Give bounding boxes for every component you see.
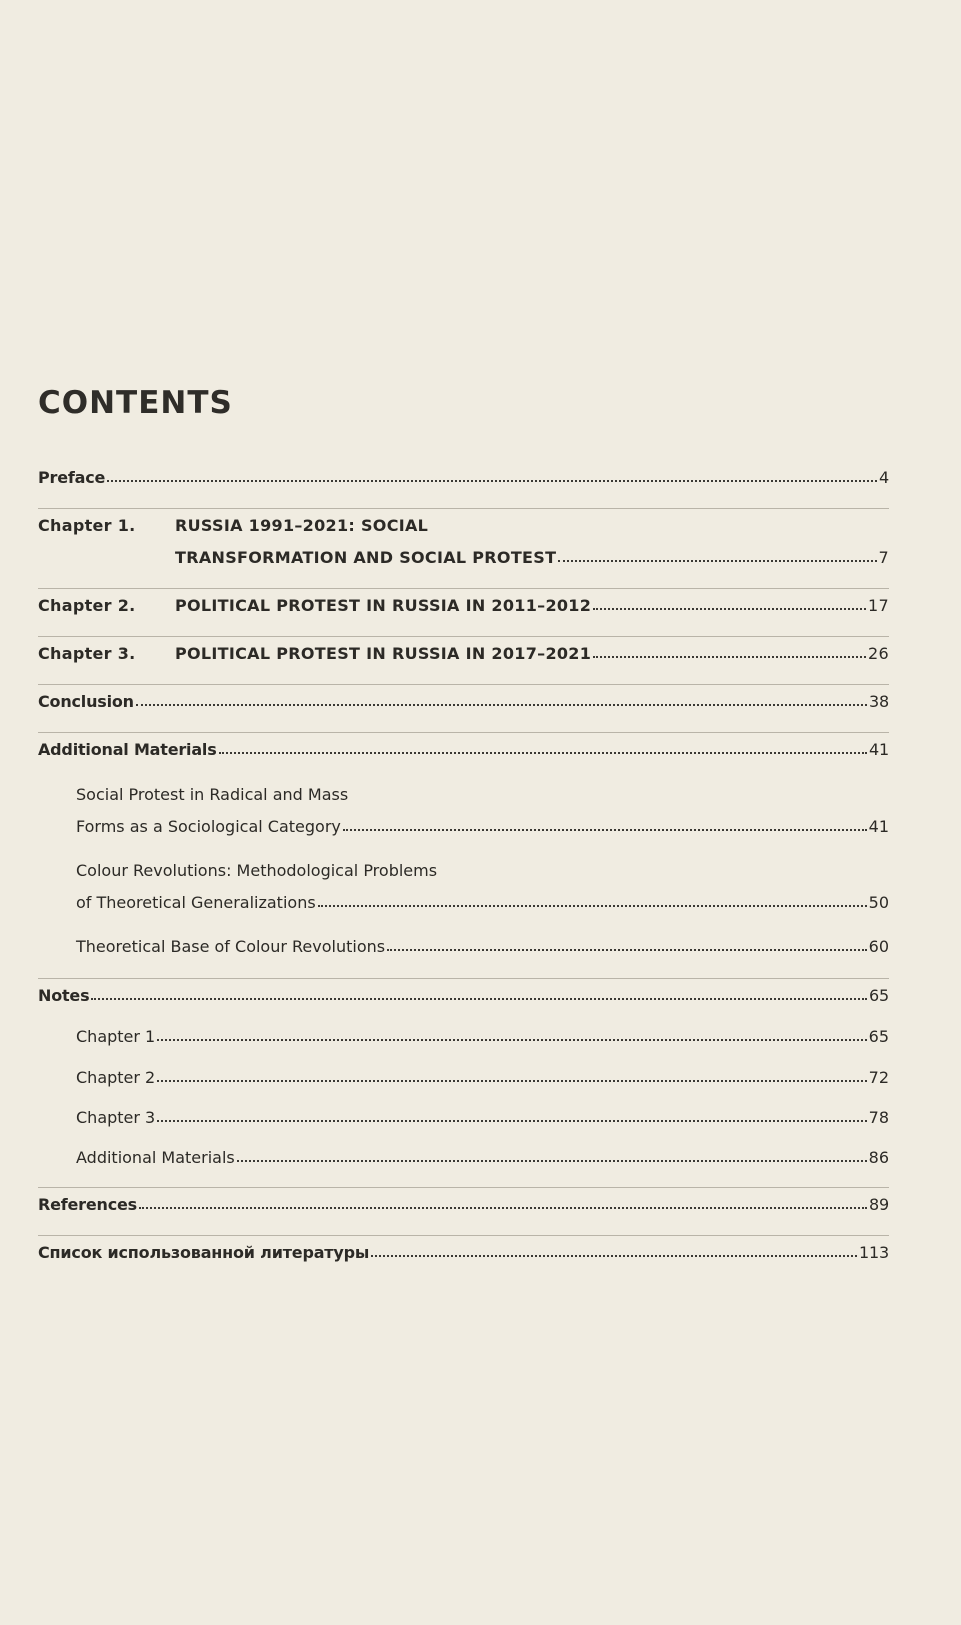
toc-subentry-notes-additional[interactable]	[76, 1148, 889, 1167]
toc-entry-references[interactable]	[38, 1195, 889, 1214]
toc-page: 72	[868, 1068, 889, 1087]
toc-label: Additional Materials	[76, 1148, 235, 1167]
toc-page: 65	[869, 986, 889, 1005]
toc-page: 65	[868, 1027, 889, 1046]
toc-page: 113	[859, 1243, 889, 1262]
toc-label: Chapter 1	[76, 1027, 156, 1046]
toc-subentry-social-protest-line1[interactable]	[76, 785, 348, 804]
toc-subentry-colour-revolutions-line2[interactable]	[76, 893, 889, 912]
toc-label: Notes	[38, 986, 90, 1005]
toc-subentry-theoretical-base[interactable]	[76, 937, 889, 956]
dot-leader	[387, 949, 867, 951]
dot-leader	[157, 1080, 866, 1082]
toc-entry-additional-materials[interactable]	[38, 740, 889, 759]
toc-label: POLITICAL PROTEST IN RUSSIA IN 2011–2012	[175, 596, 592, 615]
toc-label: Conclusion	[38, 692, 134, 711]
toc-label: References	[38, 1195, 137, 1214]
toc-entry-preface[interactable]	[38, 468, 889, 487]
dot-leader	[318, 905, 867, 907]
toc-entry-chapter-1-line1[interactable]	[38, 516, 428, 535]
toc-subentry-notes-chapter-1[interactable]	[76, 1027, 889, 1046]
toc-page: 26	[868, 644, 889, 663]
toc-page: 38	[869, 692, 889, 711]
dot-leader	[558, 560, 876, 562]
dot-leader	[107, 480, 877, 482]
toc-label: Additional Materials	[38, 740, 217, 759]
toc-page: 41	[868, 817, 889, 836]
toc-label: Chapter 2	[76, 1068, 156, 1087]
dot-leader	[593, 656, 866, 658]
toc-label: POLITICAL PROTEST IN RUSSIA IN 2017–2021	[175, 644, 592, 663]
divider	[38, 978, 889, 979]
toc-label: TRANSFORMATION AND SOCIAL PROTEST	[175, 548, 557, 567]
toc-chapter-prefix: Chapter 2.	[38, 596, 136, 615]
toc-subentry-social-protest-line2[interactable]	[76, 817, 889, 836]
divider	[38, 1235, 889, 1236]
toc-label: Social Protest in Radical and Mass	[76, 785, 349, 804]
toc-label: RUSSIA 1991–2021: SOCIAL	[175, 516, 429, 535]
toc-subentry-notes-chapter-2[interactable]	[76, 1068, 889, 1087]
dot-leader	[219, 752, 867, 754]
toc-subentry-colour-revolutions-line1[interactable]	[76, 861, 437, 880]
toc-label: Список использованной литературы	[38, 1243, 370, 1262]
toc-label: Colour Revolutions: Methodological Problems	[76, 861, 438, 880]
toc-page: 7	[878, 548, 889, 567]
toc-label: Chapter 3	[76, 1108, 156, 1127]
toc-page: 17	[868, 596, 889, 615]
toc-entry-chapter-3[interactable]	[38, 644, 889, 663]
dot-leader	[91, 998, 867, 1000]
toc-chapter-prefix: Chapter 3.	[38, 644, 136, 663]
divider	[38, 1187, 889, 1188]
toc-entry-russian-references[interactable]	[38, 1243, 889, 1262]
toc-label: Theoretical Base of Colour Revolutions	[76, 937, 386, 956]
divider	[38, 508, 889, 509]
dot-leader	[371, 1255, 857, 1257]
divider	[38, 684, 889, 685]
contents-heading: CONTENTS	[38, 385, 233, 421]
toc-entry-conclusion[interactable]	[38, 692, 889, 711]
dot-leader	[343, 829, 867, 831]
toc-label: of Theoretical Generalizations	[76, 893, 316, 912]
dot-leader	[593, 608, 866, 610]
toc-subentry-notes-chapter-3[interactable]	[76, 1108, 889, 1127]
toc-page: 50	[868, 893, 889, 912]
dot-leader	[136, 704, 867, 706]
toc-page: 78	[868, 1108, 889, 1127]
toc-page: 89	[869, 1195, 889, 1214]
toc-entry-chapter-2[interactable]	[38, 596, 889, 615]
toc-label: Preface	[38, 468, 106, 487]
dot-leader	[157, 1120, 866, 1122]
dot-leader	[237, 1160, 867, 1162]
divider	[38, 588, 889, 589]
toc-label: Forms as a Sociological Category	[76, 817, 341, 836]
toc-page: 41	[869, 740, 889, 759]
divider	[38, 732, 889, 733]
divider	[38, 636, 889, 637]
toc-page: 86	[868, 1148, 889, 1167]
toc-page: 60	[868, 937, 889, 956]
dot-leader	[157, 1039, 866, 1041]
toc-chapter-prefix: Chapter 1.	[38, 516, 136, 535]
dot-leader	[139, 1207, 867, 1209]
toc-page: 4	[879, 468, 889, 487]
toc-entry-notes[interactable]	[38, 986, 889, 1005]
toc-entry-chapter-1-line2[interactable]	[175, 548, 889, 567]
